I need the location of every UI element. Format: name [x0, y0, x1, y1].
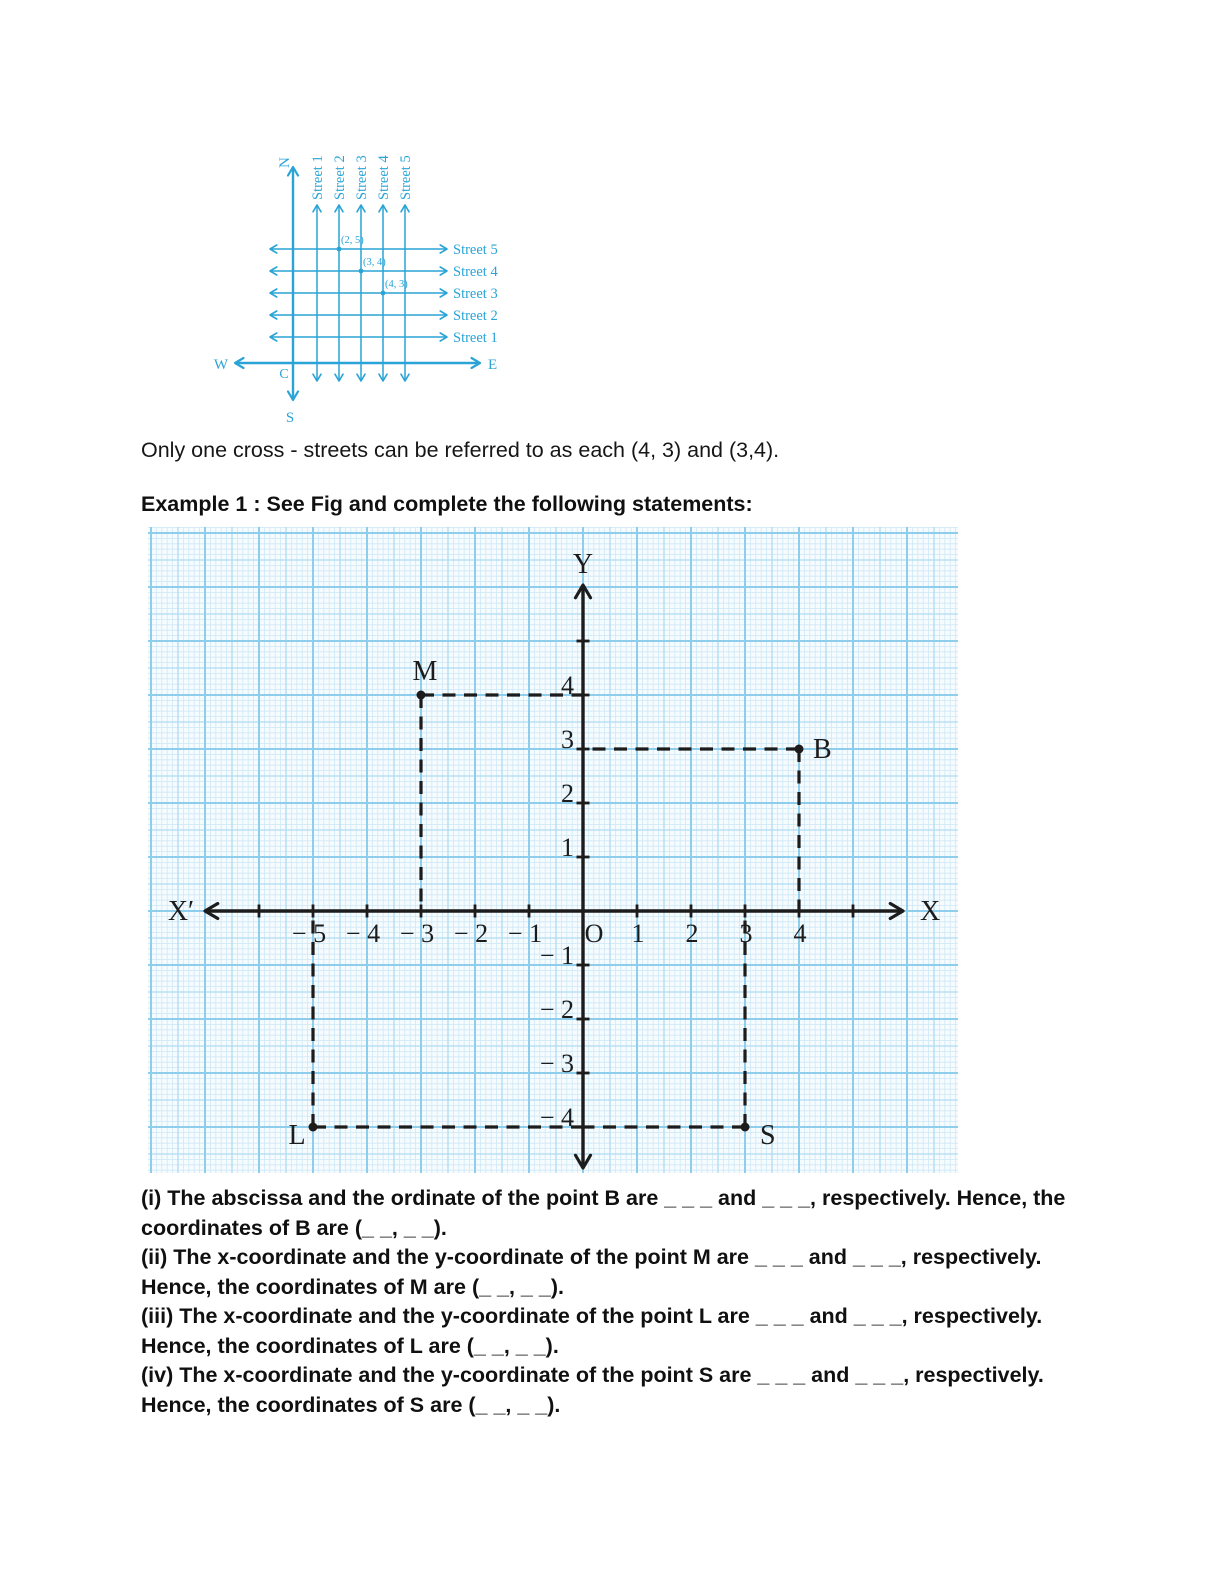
- svg-text:M: M: [412, 656, 438, 687]
- svg-text:4: 4: [561, 671, 574, 700]
- svg-text:3: 3: [739, 919, 753, 948]
- svg-text:X: X: [920, 896, 941, 927]
- svg-text:− 3: − 3: [539, 1049, 574, 1078]
- svg-text:− 2: − 2: [539, 995, 574, 1024]
- svg-text:1: 1: [561, 833, 574, 862]
- svg-text:2: 2: [561, 779, 574, 808]
- svg-text:X′: X′: [167, 896, 195, 927]
- svg-text:S: S: [760, 1120, 776, 1151]
- statement-ii: (ii) The x-coordinate and the y-coordinate of the point M are _ _ _ and _ _ _, respectively. Hence, the coordinates of M are (_ _, _ _).: [141, 1245, 1042, 1299]
- svg-text:L: L: [288, 1120, 306, 1151]
- svg-text:O: O: [584, 919, 604, 948]
- svg-text:Y: Y: [572, 549, 594, 580]
- svg-text:Street 4: Street 4: [453, 264, 498, 280]
- svg-text:C: C: [279, 367, 289, 382]
- svg-text:1: 1: [631, 919, 645, 948]
- svg-text:4: 4: [793, 919, 807, 948]
- statement-iii: (iii) The x-coordinate and the y-coordinate of the point L are _ _ _ and _ _ _, respectively. Hence, the coordinates of L are (_ _, _ _).: [141, 1304, 1043, 1358]
- svg-text:Street 2: Street 2: [332, 155, 348, 200]
- svg-text:W: W: [213, 357, 228, 373]
- svg-text:Street 1: Street 1: [310, 155, 326, 200]
- statement-i: (i) The abscissa and the ordinate of the point B are _ _ _ and _ _ _, respectively. Hence, the coordinates of B are (_ _, _ _).: [141, 1186, 1066, 1240]
- svg-text:(2, 5): (2, 5): [341, 235, 364, 246]
- svg-text:(4, 3): (4, 3): [385, 279, 408, 290]
- svg-text:S: S: [285, 410, 295, 426]
- svg-text:− 5: − 5: [291, 919, 327, 948]
- svg-text:2: 2: [685, 919, 699, 948]
- statements-block: [141, 1184, 1116, 1420]
- svg-text:B: B: [813, 734, 832, 765]
- cross-street-note: Only one cross - streets can be referred to as each (4, 3) and (3,4).: [141, 438, 780, 462]
- svg-text:(3, 4): (3, 4): [363, 257, 386, 268]
- svg-text:E: E: [488, 357, 498, 373]
- svg-text:− 3: − 3: [399, 919, 435, 948]
- svg-text:− 1: − 1: [539, 941, 574, 970]
- svg-text:− 1: − 1: [507, 919, 543, 948]
- svg-text:N: N: [277, 157, 293, 168]
- svg-text:− 4: − 4: [345, 919, 381, 948]
- svg-text:Street 5: Street 5: [398, 155, 414, 200]
- svg-text:3: 3: [561, 725, 574, 754]
- svg-text:Street 3: Street 3: [354, 155, 370, 200]
- example-heading: Example 1 : See Fig and complete the following statements:: [141, 492, 753, 516]
- statement-iv: (iv) The x-coordinate and the y-coordinate of the point S are _ _ _ and _ _ _, respectively. Hence, the coordinates of S are (_ _, _ _).: [141, 1363, 1044, 1417]
- street-map-figure: [200, 140, 520, 440]
- svg-text:Street 5: Street 5: [453, 242, 498, 258]
- svg-text:Street 2: Street 2: [453, 308, 498, 324]
- svg-text:Street 4: Street 4: [376, 155, 392, 200]
- svg-text:− 2: − 2: [453, 919, 489, 948]
- svg-text:− 4: − 4: [539, 1103, 574, 1132]
- coordinate-plane-figure: [148, 527, 958, 1173]
- svg-text:Street 1: Street 1: [453, 330, 498, 346]
- svg-text:Street 3: Street 3: [453, 286, 498, 302]
